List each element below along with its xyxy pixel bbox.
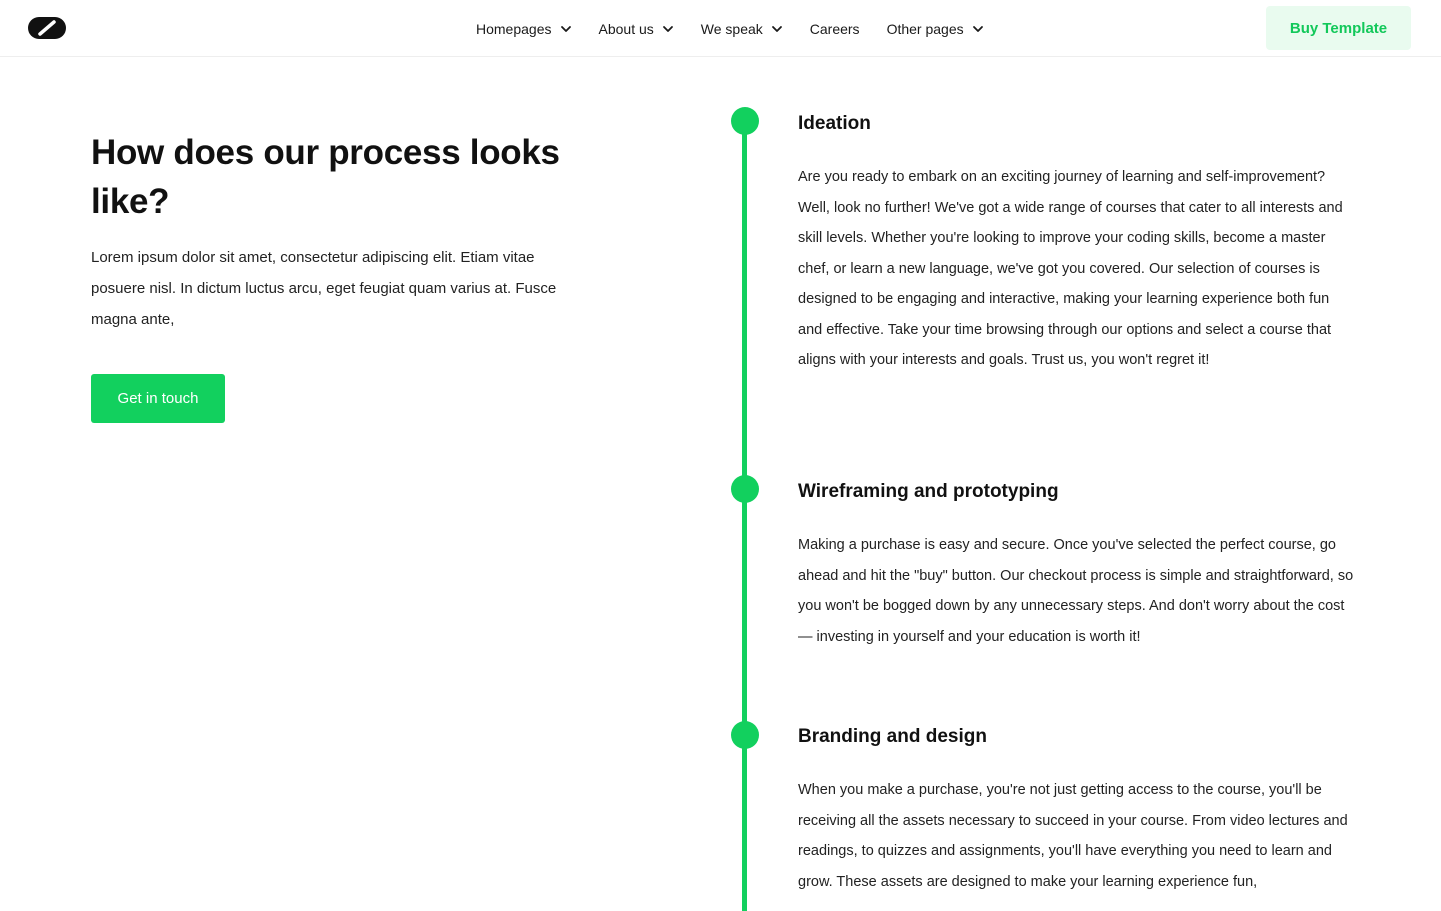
nav-item-label: About us [598, 20, 654, 37]
chevron-down-icon [972, 23, 984, 35]
nav-item-homepages[interactable] [476, 21, 572, 37]
timeline-line [742, 121, 747, 911]
nav-item-we-speak[interactable] [701, 21, 783, 37]
step-description: Making a purchase is easy and secure. Once you've selected the perfect course, go ahead and hit the "buy" button. Our checkout process is simple and straightforward, so you won't be bogged down by any unnecessary steps. And don't worry about the cost — investing in yourself and your education is worth it! [798, 537, 1354, 645]
chevron-down-icon [662, 23, 674, 35]
process-step-ideation [798, 111, 1354, 376]
chevron-down-icon [560, 23, 572, 35]
chevron-down-icon [771, 23, 783, 35]
nav-item-label: We speak [700, 20, 763, 37]
nav-item-other-pages[interactable] [887, 21, 984, 37]
process-step-branding [798, 724, 1354, 897]
process-intro [91, 128, 571, 423]
buy-template-button[interactable]: Buy Template [1266, 6, 1411, 50]
step-title: Branding and design [798, 726, 987, 747]
site-header [0, 0, 1441, 57]
nav-item-label: Careers [809, 20, 860, 37]
nav-item-label: Homepages [476, 20, 552, 37]
main-nav [476, 0, 984, 57]
timeline-dot-wireframing [731, 475, 759, 503]
intro-paragraph: Lorem ipsum dolor sit amet, consectetur adipiscing elit. Etiam vitae posuere nisl. In dictum luctus arcu, eget feugiat quam varius at. Fusce magna ante, [91, 249, 557, 328]
page-title: How does our process looks like? [91, 133, 560, 221]
timeline-dot-branding [731, 721, 759, 749]
step-title: Wireframing and prototyping [798, 481, 1059, 502]
slash-pill-logo-icon[interactable] [28, 17, 66, 39]
nav-item-label: Other pages [886, 20, 964, 37]
step-description: Are you ready to embark on an exciting journey of learning and self-improvement? Well, look no further! We've got a wide range of courses that cater to all interests and skill levels. Whether you're looking to improve your coding skills, become a master chef, or learn a new language, we've got you covered. Our selection of courses is designed to be engaging and interactive, making your learning experience both fun and effective. Take your time browsing through our options and select a course that aligns with your interests and goals. Trust us, you won't regret it! [798, 169, 1343, 368]
timeline-dot-ideation [731, 107, 759, 135]
nav-item-about-us[interactable] [599, 21, 674, 37]
process-step-wireframing [798, 479, 1354, 652]
step-description: When you make a purchase, you're not just getting access to the course, you'll be receiving all the assets necessary to succeed in your course. From video lectures and readings, to quizzes and assignments, you'll have everything you need to learn and grow. These assets are designed to make your learning experience fun, [798, 782, 1348, 890]
get-in-touch-button[interactable]: Get in touch [91, 374, 225, 423]
nav-item-careers[interactable] [810, 21, 860, 37]
step-title: Ideation [798, 113, 871, 134]
